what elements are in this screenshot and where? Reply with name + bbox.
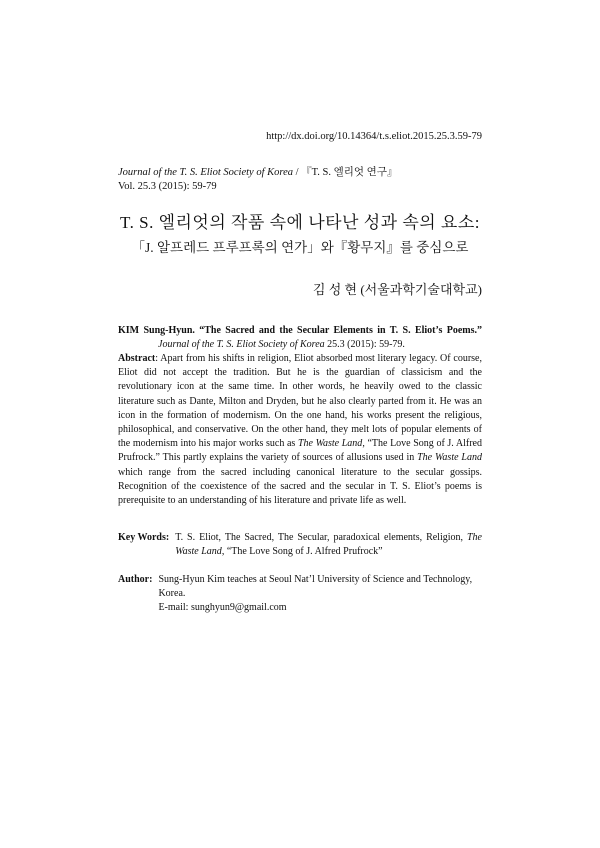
abstract-italic-2: The Waste Land xyxy=(417,452,482,464)
author-email[interactable]: E-mail: sunghyun9@gmail.com xyxy=(158,602,287,613)
author-info-value xyxy=(158,573,482,615)
author-info-label: Author: xyxy=(118,574,153,585)
journal-name-line xyxy=(118,166,397,180)
journal-info xyxy=(118,166,397,194)
author-affiliation: 김 성 현 (서울과학기술대학교) xyxy=(312,282,482,297)
citation-journal: Journal of the T. S. Eliot Society of Korea xyxy=(158,339,325,350)
journal-volume: Vol. 25.3 (2015): 59-79 xyxy=(118,181,217,192)
abstract-text-3: which range from the sacred including canonical literature to the secular gossips. Recognition of the coexistence of the sacred and the secular in T. S. Eliot’s poems is prerequisite to an understanding of his literature and private life as well. xyxy=(118,466,482,507)
keywords xyxy=(118,531,482,559)
paper-title: T. S. 엘리엇의 작품 속에 나타난 성과 속의 요소: xyxy=(120,213,480,232)
keywords-italic: The Waste Land xyxy=(175,532,482,557)
keywords-label: Key Words: xyxy=(118,532,170,543)
citation-volume: 25.3 (2015): 59-79. xyxy=(324,339,405,350)
keywords-value xyxy=(175,531,482,559)
abstract-italic-1: The Waste Land xyxy=(297,438,363,450)
keywords-text-2: , “The Love Song of J. Alfred Prufrock” xyxy=(221,546,383,557)
abstract-text-2: , “The Love Song of J. Alfred Prufrock.” This partly explains the variety of sources of allusions used in xyxy=(118,438,482,464)
citation-line-1: KIM Sung-Hyun. “The Sacred and the Secular Elements in T. S. Eliot’s Poems.” xyxy=(118,325,482,336)
keywords-text-1: T. S. Eliot, The Sacred, The Secular, paradoxical elements, Religion, xyxy=(175,532,467,543)
author-info-line-1: Sung-Hyun Kim teaches at Seoul Nat’l University of Science and Technology, Korea. xyxy=(158,574,473,599)
journal-name-ko: 『T. S. 엘리엇 연구』 xyxy=(301,167,398,178)
journal-separator: / xyxy=(292,167,302,178)
author-info xyxy=(118,573,482,615)
abstract-label: Abstract xyxy=(118,353,156,364)
doi-link[interactable]: http://dx.doi.org/10.14364/t.s.eliot.2015.25.3.59-79 xyxy=(266,131,482,142)
abstract xyxy=(118,352,482,508)
citation-block xyxy=(118,324,482,352)
journal-name-en: Journal of the T. S. Eliot Society of Korea xyxy=(118,167,293,178)
citation-line-2 xyxy=(118,338,482,352)
paper-subtitle: 「J. 알프레드 프루프록의 연가」와『황무지』를 중심으로 xyxy=(131,240,469,255)
abstract-text-1: : Apart from his shifts in religion, Eliot absorbed most literary legacy. Of course, Eliot did not accept the tradition. But he is the guardian of classicism and the revolutionary icon at the same time. In other words, he heavily owed to the classic literature such as Dante, Milton and Dryden, but he also clearly parted from it. He was an icon in the formation of modernism. On the one hand, his works present the religious, philosophical, and conservative. On the other hand, they melt lots of popular elements of the modernism into his major works such as xyxy=(118,353,482,450)
